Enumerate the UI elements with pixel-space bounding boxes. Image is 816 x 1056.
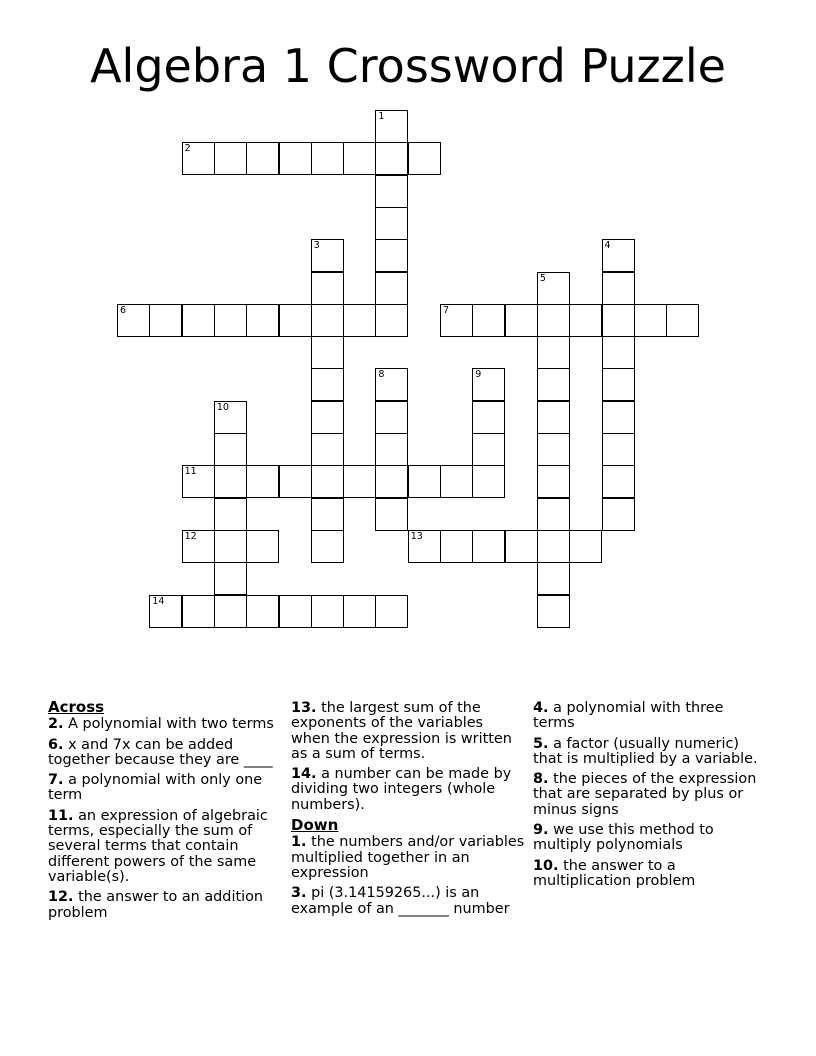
grid-cell[interactable] [149, 304, 182, 337]
clue-number: 1 [378, 111, 385, 122]
grid-cell[interactable] [537, 530, 570, 563]
grid-cell[interactable] [182, 530, 215, 563]
grid-cell[interactable] [375, 142, 408, 175]
grid-cell[interactable] [537, 368, 570, 401]
across-clue-6: 6. x and 7x can be added together because they are ____ [48, 736, 273, 768]
grid-cell[interactable] [182, 304, 215, 337]
clues-column-1 [48, 700, 283, 926]
grid-cell[interactable] [311, 595, 344, 628]
grid-cell[interactable] [149, 595, 182, 628]
grid-cell[interactable] [569, 304, 602, 337]
grid-cell[interactable] [279, 465, 312, 498]
down-clue-10: 10. the answer to a multiplication problem [533, 857, 696, 889]
grid-cell[interactable] [505, 304, 538, 337]
grid-cell[interactable] [214, 401, 247, 434]
clue-number: 9 [475, 369, 482, 381]
clue-number: 14 [152, 595, 165, 607]
across-clue-7: 7. a polynomial with only one term [48, 772, 263, 804]
across-heading: Across [48, 698, 105, 716]
grid-cell[interactable] [408, 465, 441, 498]
grid-cell[interactable] [375, 498, 408, 531]
grid-cell[interactable] [182, 465, 215, 498]
grid-cell[interactable] [537, 401, 570, 434]
grid-cell[interactable] [343, 465, 376, 498]
grid-cell[interactable] [602, 272, 635, 305]
clue-number: 6 [120, 304, 127, 316]
clue-number: 2 [184, 143, 191, 155]
grid-cell[interactable] [569, 530, 602, 563]
grid-cell[interactable] [343, 595, 376, 628]
clue-number: 3 [313, 240, 320, 252]
grid-cell[interactable] [472, 530, 505, 563]
clues-column-3 [533, 701, 768, 894]
grid-cell[interactable] [343, 142, 376, 175]
clue-number: 11 [184, 466, 197, 478]
grid-cell[interactable] [537, 272, 570, 305]
clue-number: 8 [378, 369, 385, 381]
grid-cell[interactable] [472, 304, 505, 337]
grid-cell[interactable] [246, 595, 279, 628]
grid-cell[interactable] [214, 465, 247, 498]
grid-cell[interactable] [375, 465, 408, 498]
grid-cell[interactable] [472, 433, 505, 466]
clue-number: 13 [410, 530, 423, 542]
grid-cell[interactable] [311, 530, 344, 563]
clues-column-2 [291, 701, 526, 922]
grid-cell[interactable] [375, 595, 408, 628]
down-clue-4: 4. a polynomial with three terms [533, 700, 724, 732]
grid-cell[interactable] [311, 142, 344, 175]
grid-cell[interactable] [117, 304, 150, 337]
grid-cell[interactable] [182, 142, 215, 175]
grid-cell[interactable] [602, 336, 635, 369]
across-clue-11: 11. an expression of algebraic terms, especially the sum of several terms that contain different powers of the same variable(s). [48, 807, 268, 885]
across-clue-12: 12. the answer to an addition problem [48, 889, 264, 921]
grid-cell[interactable] [311, 239, 344, 272]
across-clue-13: 13. the largest sum of the exponents of the variables when the expression is written as a sum of terms. [291, 700, 512, 762]
clue-number: 4 [604, 240, 611, 252]
clue-number: 10 [216, 401, 229, 413]
grid-cell[interactable] [375, 433, 408, 466]
grid-cell[interactable] [602, 401, 635, 434]
grid-cell[interactable] [214, 304, 247, 337]
grid-cell[interactable] [537, 433, 570, 466]
grid-cell[interactable] [537, 498, 570, 531]
grid-cell[interactable] [537, 465, 570, 498]
grid-cell[interactable] [214, 595, 247, 628]
grid-cell[interactable] [311, 498, 344, 531]
grid-cell[interactable] [246, 304, 279, 337]
grid-cell[interactable] [375, 401, 408, 434]
down-clue-8: 8. the pieces of the expression that are separated by plus or minus signs [533, 771, 757, 818]
page-title: Algebra 1 Crossword Puzzle [90, 39, 726, 93]
grid-cell[interactable] [279, 304, 312, 337]
grid-cell[interactable] [246, 465, 279, 498]
grid-cell[interactable] [602, 465, 635, 498]
grid-cell[interactable] [311, 304, 344, 337]
grid-cell[interactable] [311, 368, 344, 401]
grid-cell[interactable] [472, 368, 505, 401]
grid-cell[interactable] [214, 498, 247, 531]
grid-cell[interactable] [246, 142, 279, 175]
grid-cell[interactable] [602, 304, 635, 337]
grid-cell[interactable] [505, 530, 538, 563]
grid-cell[interactable] [666, 304, 699, 337]
grid-cell[interactable] [343, 304, 376, 337]
grid-cell[interactable] [440, 530, 473, 563]
across-clue-2: 2. A polynomial with two terms [48, 716, 274, 733]
down-clue-1: 1. the numbers and/or variables multiplied together in an expression [291, 834, 525, 881]
grid-cell[interactable] [375, 272, 408, 305]
grid-cell[interactable] [537, 595, 570, 628]
grid-cell[interactable] [375, 368, 408, 401]
grid-cell[interactable] [214, 530, 247, 563]
grid-cell[interactable] [311, 433, 344, 466]
grid-cell[interactable] [537, 304, 570, 337]
grid-cell[interactable] [375, 110, 408, 143]
grid-cell[interactable] [408, 530, 441, 563]
grid-cell[interactable] [472, 401, 505, 434]
grid-cell[interactable] [602, 433, 635, 466]
grid-cell[interactable] [440, 465, 473, 498]
down-clue-5: 5. a factor (usually numeric) that is multiplied by a variable. [533, 735, 758, 767]
grid-cell[interactable] [440, 304, 473, 337]
clue-number: 12 [184, 530, 197, 542]
grid-cell[interactable] [375, 207, 408, 240]
clue-number: 7 [443, 304, 450, 316]
down-clue-3: 3. pi (3.14159265...) is an example of an _______ number [291, 885, 510, 917]
clue-number: 5 [539, 272, 546, 284]
grid-cell[interactable] [375, 175, 408, 208]
down-clue-9: 9. we use this method to multiply polynomials [533, 822, 714, 854]
grid-cell[interactable] [182, 595, 215, 628]
grid-cell[interactable] [279, 142, 312, 175]
grid-cell[interactable] [375, 304, 408, 337]
down-heading: Down [291, 816, 339, 835]
across-clue-14: 14. a number can be made by dividing two integers (whole numbers). [291, 766, 512, 813]
grid-cell[interactable] [375, 239, 408, 272]
grid-cell[interactable] [311, 272, 344, 305]
grid-cell[interactable] [602, 368, 635, 401]
grid-cell[interactable] [214, 562, 247, 595]
grid-cell[interactable] [602, 498, 635, 531]
grid-cell[interactable] [214, 433, 247, 466]
grid-cell[interactable] [214, 142, 247, 175]
grid-cell[interactable] [279, 595, 312, 628]
grid-cell[interactable] [311, 465, 344, 498]
grid-cell[interactable] [537, 562, 570, 595]
grid-cell[interactable] [408, 142, 441, 175]
grid-cell[interactable] [472, 465, 505, 498]
grid-cell[interactable] [246, 530, 279, 563]
grid-cell[interactable] [311, 401, 344, 434]
grid-cell[interactable] [537, 336, 570, 369]
grid-cell[interactable] [634, 304, 667, 337]
grid-cell[interactable] [311, 336, 344, 369]
grid-cell[interactable] [602, 239, 635, 272]
